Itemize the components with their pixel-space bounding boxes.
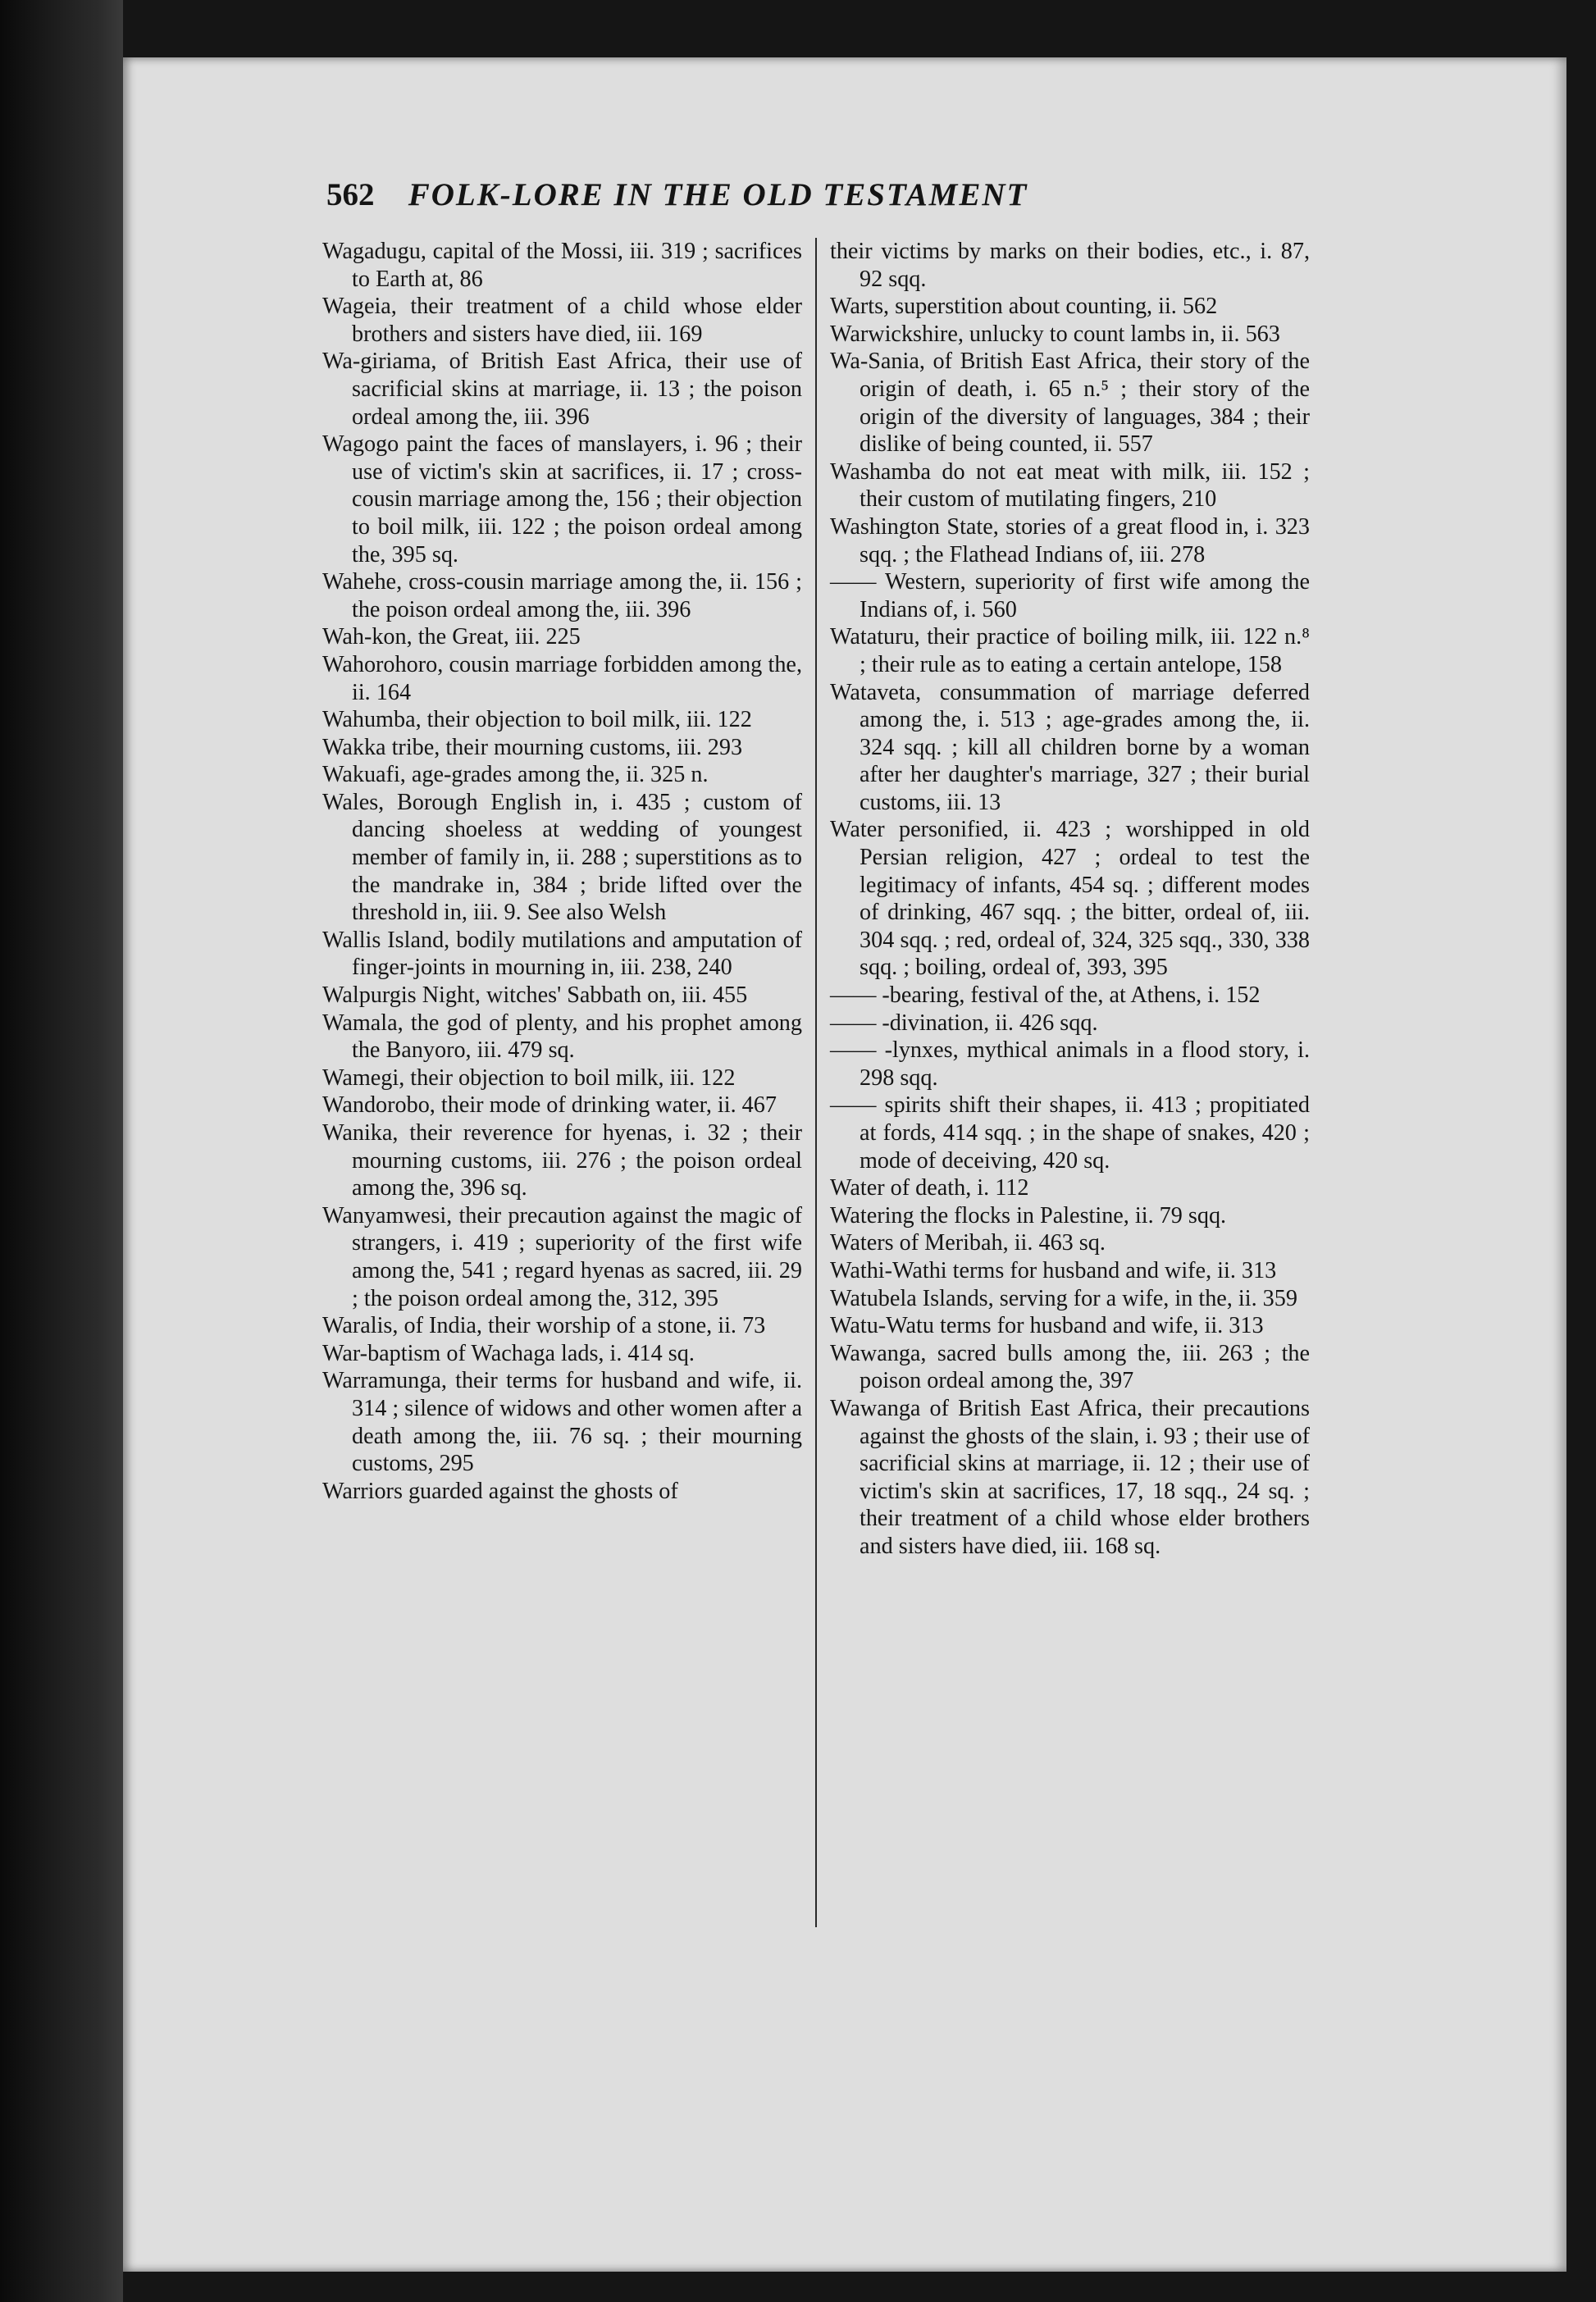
index-entry: Wamegi, their objection to boil milk, iii. 122 xyxy=(322,1064,736,1091)
index-entry: Wawanga, sacred bulls among the, iii. 263 ; the poison ordeal among the, 397 xyxy=(830,1340,1310,1394)
index-entry: Wageia, their treatment of a child whose elder brothers and sisters have died, iii. 169 xyxy=(322,294,802,347)
index-entry: Wagadugu, capital of the Mossi, iii. 319 ; sacrifices to Earth at, 86 xyxy=(322,239,802,292)
index-entry: Washamba do not eat meat with milk, iii. 152 ; their custom of mutilating fingers, 210 xyxy=(830,458,1310,513)
index-entry: Wa-Sania, of British East Africa, their story of the origin of death, i. 65 n.⁵ ; their story of the origin of the diversity of languages, 384 ; their dislike of being counted, ii. 557 xyxy=(830,349,1310,458)
index-entry: —— -lynxes, mythical animals in a flood story, i. 298 sqq. xyxy=(830,1037,1310,1091)
index-entry: —— spirits shift their shapes, ii. 413 ; propitiated at fords, 414 sqq. ; in the shape of snakes, 420 ; mode of deceiving, 420 sq. xyxy=(830,1092,1310,1174)
index-entry: Wahumba, their objection to boil milk, iii. 122 xyxy=(322,707,752,733)
index-entry: Wataturu, their practice of boiling milk, iii. 122 n.⁸ ; their rule as to eating a certain antelope, 158 xyxy=(830,624,1310,677)
index-entry: Warts, superstition about counting, ii. 562 xyxy=(830,294,1218,320)
running-title: FOLK-LORE IN THE OLD TESTAMENT xyxy=(408,177,1028,212)
index-entry: Wakka tribe, their mourning customs, iii. 293 xyxy=(322,734,743,760)
index-entry: Wagogo paint the faces of manslayers, i. 96 ; their use of victim's skin at sacrifices, ii. 17 ; cross-cousin marriage among the, 156 ; their objection to boil milk, iii. 122 ; the poison ordeal among the, 395 sq. xyxy=(322,431,802,568)
index-entry: Wanyamwesi, their precaution against the magic of strangers, i. 419 ; superiority of the first wife among the, 541 ; regard hyenas as sacred, iii. 29 ; the poison ordeal among the, 312, 395 xyxy=(322,1202,802,1311)
index-entry: Washington State, stories of a great flood in, i. 323 sqq. ; the Flathead Indians of, iii. 278 xyxy=(830,513,1310,568)
book-spine-shadow xyxy=(0,0,123,2302)
index-entry: —— -divination, ii. 426 sqq. xyxy=(830,1010,1098,1036)
index-entry: Wakuafi, age-grades among the, ii. 325 n. xyxy=(322,762,709,788)
index-entry: Water of death, i. 112 xyxy=(830,1175,1029,1201)
index-entry: Wamala, the god of plenty, and his prophet among the Banyoro, iii. 479 sq. xyxy=(322,1010,802,1064)
index-entry: Waralis, of India, their worship of a stone, ii. 73 xyxy=(322,1313,766,1339)
index-entry: Warwickshire, unlucky to count lambs in, ii. 563 xyxy=(830,321,1280,347)
column-divider xyxy=(815,238,817,1927)
index-entry: Wawanga of British East Africa, their precautions against the ghosts of the slain, i. 93 ; their use of sacrificial skins at marriage, ii. 12 ; their use of victim's skin at sacrifices, 17, 18 sqq., 24 sq. ; their treatment of a child whose elder brothers and sisters have died, iii. 168 sq. xyxy=(830,1395,1310,1559)
index-entry: Wataveta, consummation of marriage deferred among the, i. 513 ; age-grades among the, ii. 324 sqq. ; kill all children borne by a woman after her daughter's marriage, 327 ; their burial customs, iii. 13 xyxy=(830,679,1310,815)
index-entry: War-baptism of Wachaga lads, i. 414 sq. xyxy=(322,1340,695,1366)
index-entry: Watering the flocks in Palestine, ii. 79 sqq. xyxy=(830,1202,1227,1228)
page-number: 562 xyxy=(326,177,375,212)
index-entry: Wahorohoro, cousin marriage forbidden among the, ii. 164 xyxy=(322,651,802,705)
index-entry: —— -bearing, festival of the, at Athens, i. 152 xyxy=(830,982,1261,1009)
index-entry: Wales, Borough English in, i. 435 ; custom of dancing shoeless at wedding of youngest member of family in, ii. 288 ; superstitions as to the mandrake in, 384 ; bride lifted over the threshold in, iii. 9. See also Welsh xyxy=(322,789,802,926)
index-column-right xyxy=(830,238,1310,1561)
index-entry: Water personified, ii. 423 ; worshipped in old Persian religion, 427 ; ordeal to test the legitimacy of infants, 454 sq. ; different modes of drinking, 467 sqq. ; the bitter, ordeal of, iii. 304 sqq. ; red, ordeal of, 324, 325 sqq., 330, 338 sqq. ; boiling, ordeal of, 393, 395 xyxy=(830,817,1310,981)
index-entry: Warramunga, their terms for husband and wife, ii. 314 ; silence of widows and other women after a death among the, iii. 76 sq. ; their mourning customs, 295 xyxy=(322,1368,802,1477)
index-entry: Watu-Watu terms for husband and wife, ii. 313 xyxy=(830,1313,1264,1339)
index-entry: their victims by marks on their bodies, etc., i. 87, 92 sqq. xyxy=(830,239,1310,292)
index-entry: Wandorobo, their mode of drinking water, ii. 467 xyxy=(322,1092,777,1119)
page-header xyxy=(326,176,1311,213)
index-entry: Wahehe, cross-cousin marriage among the, ii. 156 ; the poison ordeal among the, iii. 396 xyxy=(322,569,802,622)
index-entry: Wanika, their reverence for hyenas, i. 32 ; their mourning customs, iii. 276 ; the poison ordeal among the, 396 sq. xyxy=(322,1120,802,1201)
index-entry: Watubela Islands, serving for a wife, in the, ii. 359 xyxy=(830,1285,1297,1311)
index-entry: Wa-giriama, of British East Africa, their use of sacrificial skins at marriage, ii. 13 ; the poison ordeal among the, iii. 396 xyxy=(322,349,802,430)
index-entry: Warriors guarded against the ghosts of xyxy=(322,1478,678,1504)
index-entry: Wathi-Wathi terms for husband and wife, ii. 313 xyxy=(830,1257,1277,1283)
index-entry: Walpurgis Night, witches' Sabbath on, iii. 455 xyxy=(322,982,748,1009)
index-entry: Wah-kon, the Great, iii. 225 xyxy=(322,624,581,650)
index-entry: Waters of Meribah, ii. 463 sq. xyxy=(830,1230,1106,1256)
index-entry: Wallis Island, bodily mutilations and amputation of finger-joints in mourning in, iii. 238, 240 xyxy=(322,927,802,981)
index-column-left xyxy=(322,238,802,1505)
index-entry: —— Western, superiority of first wife among the Indians of, i. 560 xyxy=(830,569,1310,622)
